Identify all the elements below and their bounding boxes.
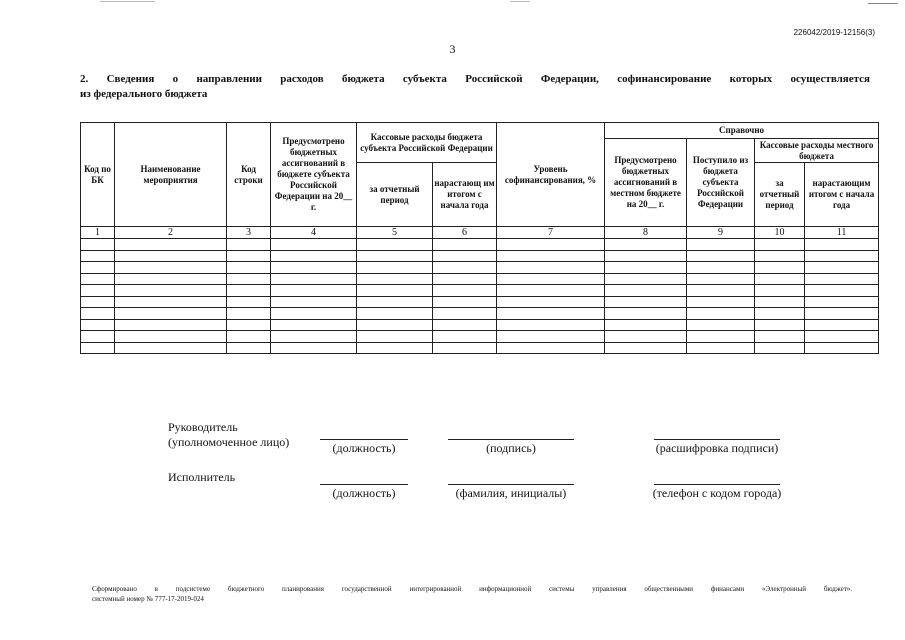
table-cell (605, 250, 687, 262)
exec-caption-name: (фамилия, инициалы) (455, 486, 567, 500)
table-cell (805, 308, 879, 320)
column-number: 9 (687, 227, 755, 239)
table-cell (81, 273, 115, 285)
col-kod-stroki: Код строки (227, 123, 271, 227)
table-cell (687, 262, 755, 274)
table-cell (755, 296, 805, 308)
table-cell (497, 239, 605, 251)
column-number: 2 (115, 227, 227, 239)
table-cell (755, 262, 805, 274)
table-cell (357, 250, 433, 262)
table-cell (497, 250, 605, 262)
table-cell (81, 308, 115, 320)
table-cell (805, 296, 879, 308)
column-number: 5 (357, 227, 433, 239)
table-cell (271, 319, 357, 331)
table-cell (605, 342, 687, 354)
table-row (81, 239, 879, 251)
table-cell (227, 285, 271, 297)
table-cell (497, 262, 605, 274)
table-row (81, 319, 879, 331)
table-cell (81, 296, 115, 308)
signature-line (654, 439, 780, 440)
table-cell (755, 331, 805, 343)
footer-line1: Сформировано в подсистеме бюджетного планирования государственной интегрированной информационной системы управления общественными финансами «Электронный бюджет». (92, 585, 852, 593)
table-cell (115, 342, 227, 354)
col-kassovye-group: Кассовые расходы бюджета субъекта Российской Федерации (357, 123, 497, 163)
head-label-line2: (уполномоченное лицо) (168, 435, 290, 449)
table-cell (227, 296, 271, 308)
table-cell (357, 273, 433, 285)
table-cell (433, 319, 497, 331)
scan-mark (510, 1, 530, 2)
table-cell (227, 331, 271, 343)
signature-line (320, 484, 408, 485)
table-cell (605, 273, 687, 285)
signature-line (448, 439, 574, 440)
table-cell (805, 239, 879, 251)
column-number: 8 (605, 227, 687, 239)
col-predusmotreno-mest: Предусмотрено бюджетных ассигнований в местном бюджете на 20__ г. (605, 139, 687, 227)
table-body (81, 239, 879, 354)
col-kassovye-nar: нарастающ им итогом с начала года (433, 163, 497, 227)
table-row (81, 296, 879, 308)
table-cell (227, 342, 271, 354)
table-cell (605, 319, 687, 331)
table-cell (271, 331, 357, 343)
table-cell (687, 239, 755, 251)
document-id: 226042/2019-12156(3) (793, 28, 875, 37)
table-row (81, 342, 879, 354)
column-number: 3 (227, 227, 271, 239)
table-cell (605, 331, 687, 343)
table-cell (271, 342, 357, 354)
table-cell (271, 273, 357, 285)
table-cell (115, 285, 227, 297)
table-cell (357, 331, 433, 343)
table-cell (227, 239, 271, 251)
table-cell (687, 308, 755, 320)
table-cell (687, 331, 755, 343)
table-cell (433, 250, 497, 262)
table-row (81, 285, 879, 297)
table-cell (497, 296, 605, 308)
table-cell (115, 239, 227, 251)
table-cell (81, 239, 115, 251)
table-cell (687, 319, 755, 331)
table-cell (755, 319, 805, 331)
table-cell (357, 285, 433, 297)
column-number-row (81, 227, 879, 239)
table-cell (115, 319, 227, 331)
table-cell (271, 285, 357, 297)
column-number: 4 (271, 227, 357, 239)
table-cell (433, 331, 497, 343)
table-cell (497, 273, 605, 285)
table-cell (497, 285, 605, 297)
table-cell (81, 319, 115, 331)
table-cell (357, 239, 433, 251)
table-cell (755, 285, 805, 297)
table-cell (115, 296, 227, 308)
table-cell (357, 319, 433, 331)
table-cell (433, 308, 497, 320)
table-cell (755, 239, 805, 251)
column-number: 11 (805, 227, 879, 239)
table-cell (805, 273, 879, 285)
table-cell (433, 285, 497, 297)
table-cell (227, 250, 271, 262)
table-cell (497, 342, 605, 354)
head-caption-position: (должность) (332, 441, 396, 455)
table-cell (805, 285, 879, 297)
table-cell (687, 296, 755, 308)
table-cell (227, 308, 271, 320)
table-cell (687, 285, 755, 297)
col-kassovye-mest-period: за отчетный период (755, 163, 805, 227)
footer-line2: системный номер № 777-17-2019-024 (92, 595, 204, 603)
expenditure-table (80, 122, 879, 354)
section-title-line1: 2. Сведения о направлении расходов бюджета субъекта Российской Федерации, софинансирование которых осуществляется (80, 73, 870, 85)
table-cell (81, 285, 115, 297)
table-cell (497, 308, 605, 320)
table-cell (271, 239, 357, 251)
col-postupilo: Поступило из бюджета субъекта Российской Федерации (687, 139, 755, 227)
table-cell (605, 296, 687, 308)
table-cell (271, 308, 357, 320)
table-cell (433, 342, 497, 354)
table-cell (433, 273, 497, 285)
table-cell (605, 262, 687, 274)
table-cell (357, 308, 433, 320)
table-cell (755, 342, 805, 354)
col-predusmotreno: Предусмотрено бюджетных ассигнований в бюджете субъекта Российской Федерации на 20__ г. (271, 123, 357, 227)
table-cell (271, 250, 357, 262)
table-cell (805, 342, 879, 354)
table-cell (805, 250, 879, 262)
table-cell (115, 262, 227, 274)
section-title (80, 72, 870, 102)
col-spravochno: Справочно (605, 123, 879, 139)
table-cell (115, 250, 227, 262)
col-kassovye-mest-nar: нарастающим итогом с начала года (805, 163, 879, 227)
scan-mark (868, 3, 898, 4)
table-row (81, 273, 879, 285)
table-cell (357, 342, 433, 354)
table-cell (227, 262, 271, 274)
page-number: 3 (449, 42, 456, 56)
table-cell (81, 342, 115, 354)
table-cell (81, 331, 115, 343)
table-cell (605, 308, 687, 320)
signature-line (654, 484, 780, 485)
col-name: Наименование мероприятия (115, 123, 227, 227)
table-cell (433, 239, 497, 251)
table-cell (357, 262, 433, 274)
col-uroven: Уровень софинансирования, % (497, 123, 605, 227)
table-cell (227, 273, 271, 285)
col-kod-bk: Код по БК (81, 123, 115, 227)
column-number: 10 (755, 227, 805, 239)
table-cell (497, 319, 605, 331)
table-cell (81, 250, 115, 262)
table-row (81, 308, 879, 320)
table-cell (497, 331, 605, 343)
section-title-line2: из федерального бюджета (80, 88, 208, 100)
head-caption-signature: (подпись) (486, 441, 536, 455)
table-cell (433, 296, 497, 308)
table-cell (227, 319, 271, 331)
table-cell (687, 250, 755, 262)
table-cell (115, 273, 227, 285)
exec-caption-position: (должность) (332, 486, 396, 500)
executor-label: Исполнитель (168, 470, 236, 484)
table-row (81, 262, 879, 274)
table-cell (115, 308, 227, 320)
table-cell (805, 262, 879, 274)
column-number: 7 (497, 227, 605, 239)
table-cell (271, 262, 357, 274)
head-caption-decoding: (расшифровка подписи) (655, 441, 779, 455)
head-label (168, 420, 289, 450)
signature-line (320, 439, 408, 440)
table-cell (687, 342, 755, 354)
table-row (81, 250, 879, 262)
table-cell (357, 296, 433, 308)
table-cell (433, 262, 497, 274)
table-cell (755, 250, 805, 262)
table-cell (687, 273, 755, 285)
signature-line (448, 484, 574, 485)
table-cell (605, 239, 687, 251)
col-kassovye-mest-group: Кассовые расходы местного бюджета (755, 139, 879, 163)
scan-mark (100, 1, 155, 2)
table-cell (805, 331, 879, 343)
column-number: 6 (433, 227, 497, 239)
table-cell (271, 296, 357, 308)
col-kassovye-period: за отчетный период (357, 163, 433, 227)
table-cell (755, 308, 805, 320)
table-row (81, 331, 879, 343)
table-cell (805, 319, 879, 331)
head-label-line1: Руководитель (168, 420, 238, 434)
table-cell (605, 285, 687, 297)
table-cell (755, 273, 805, 285)
footer-note (92, 584, 852, 604)
table-cell (81, 262, 115, 274)
exec-caption-phone: (телефон с кодом города) (652, 486, 782, 500)
table-cell (115, 331, 227, 343)
column-number: 1 (81, 227, 115, 239)
